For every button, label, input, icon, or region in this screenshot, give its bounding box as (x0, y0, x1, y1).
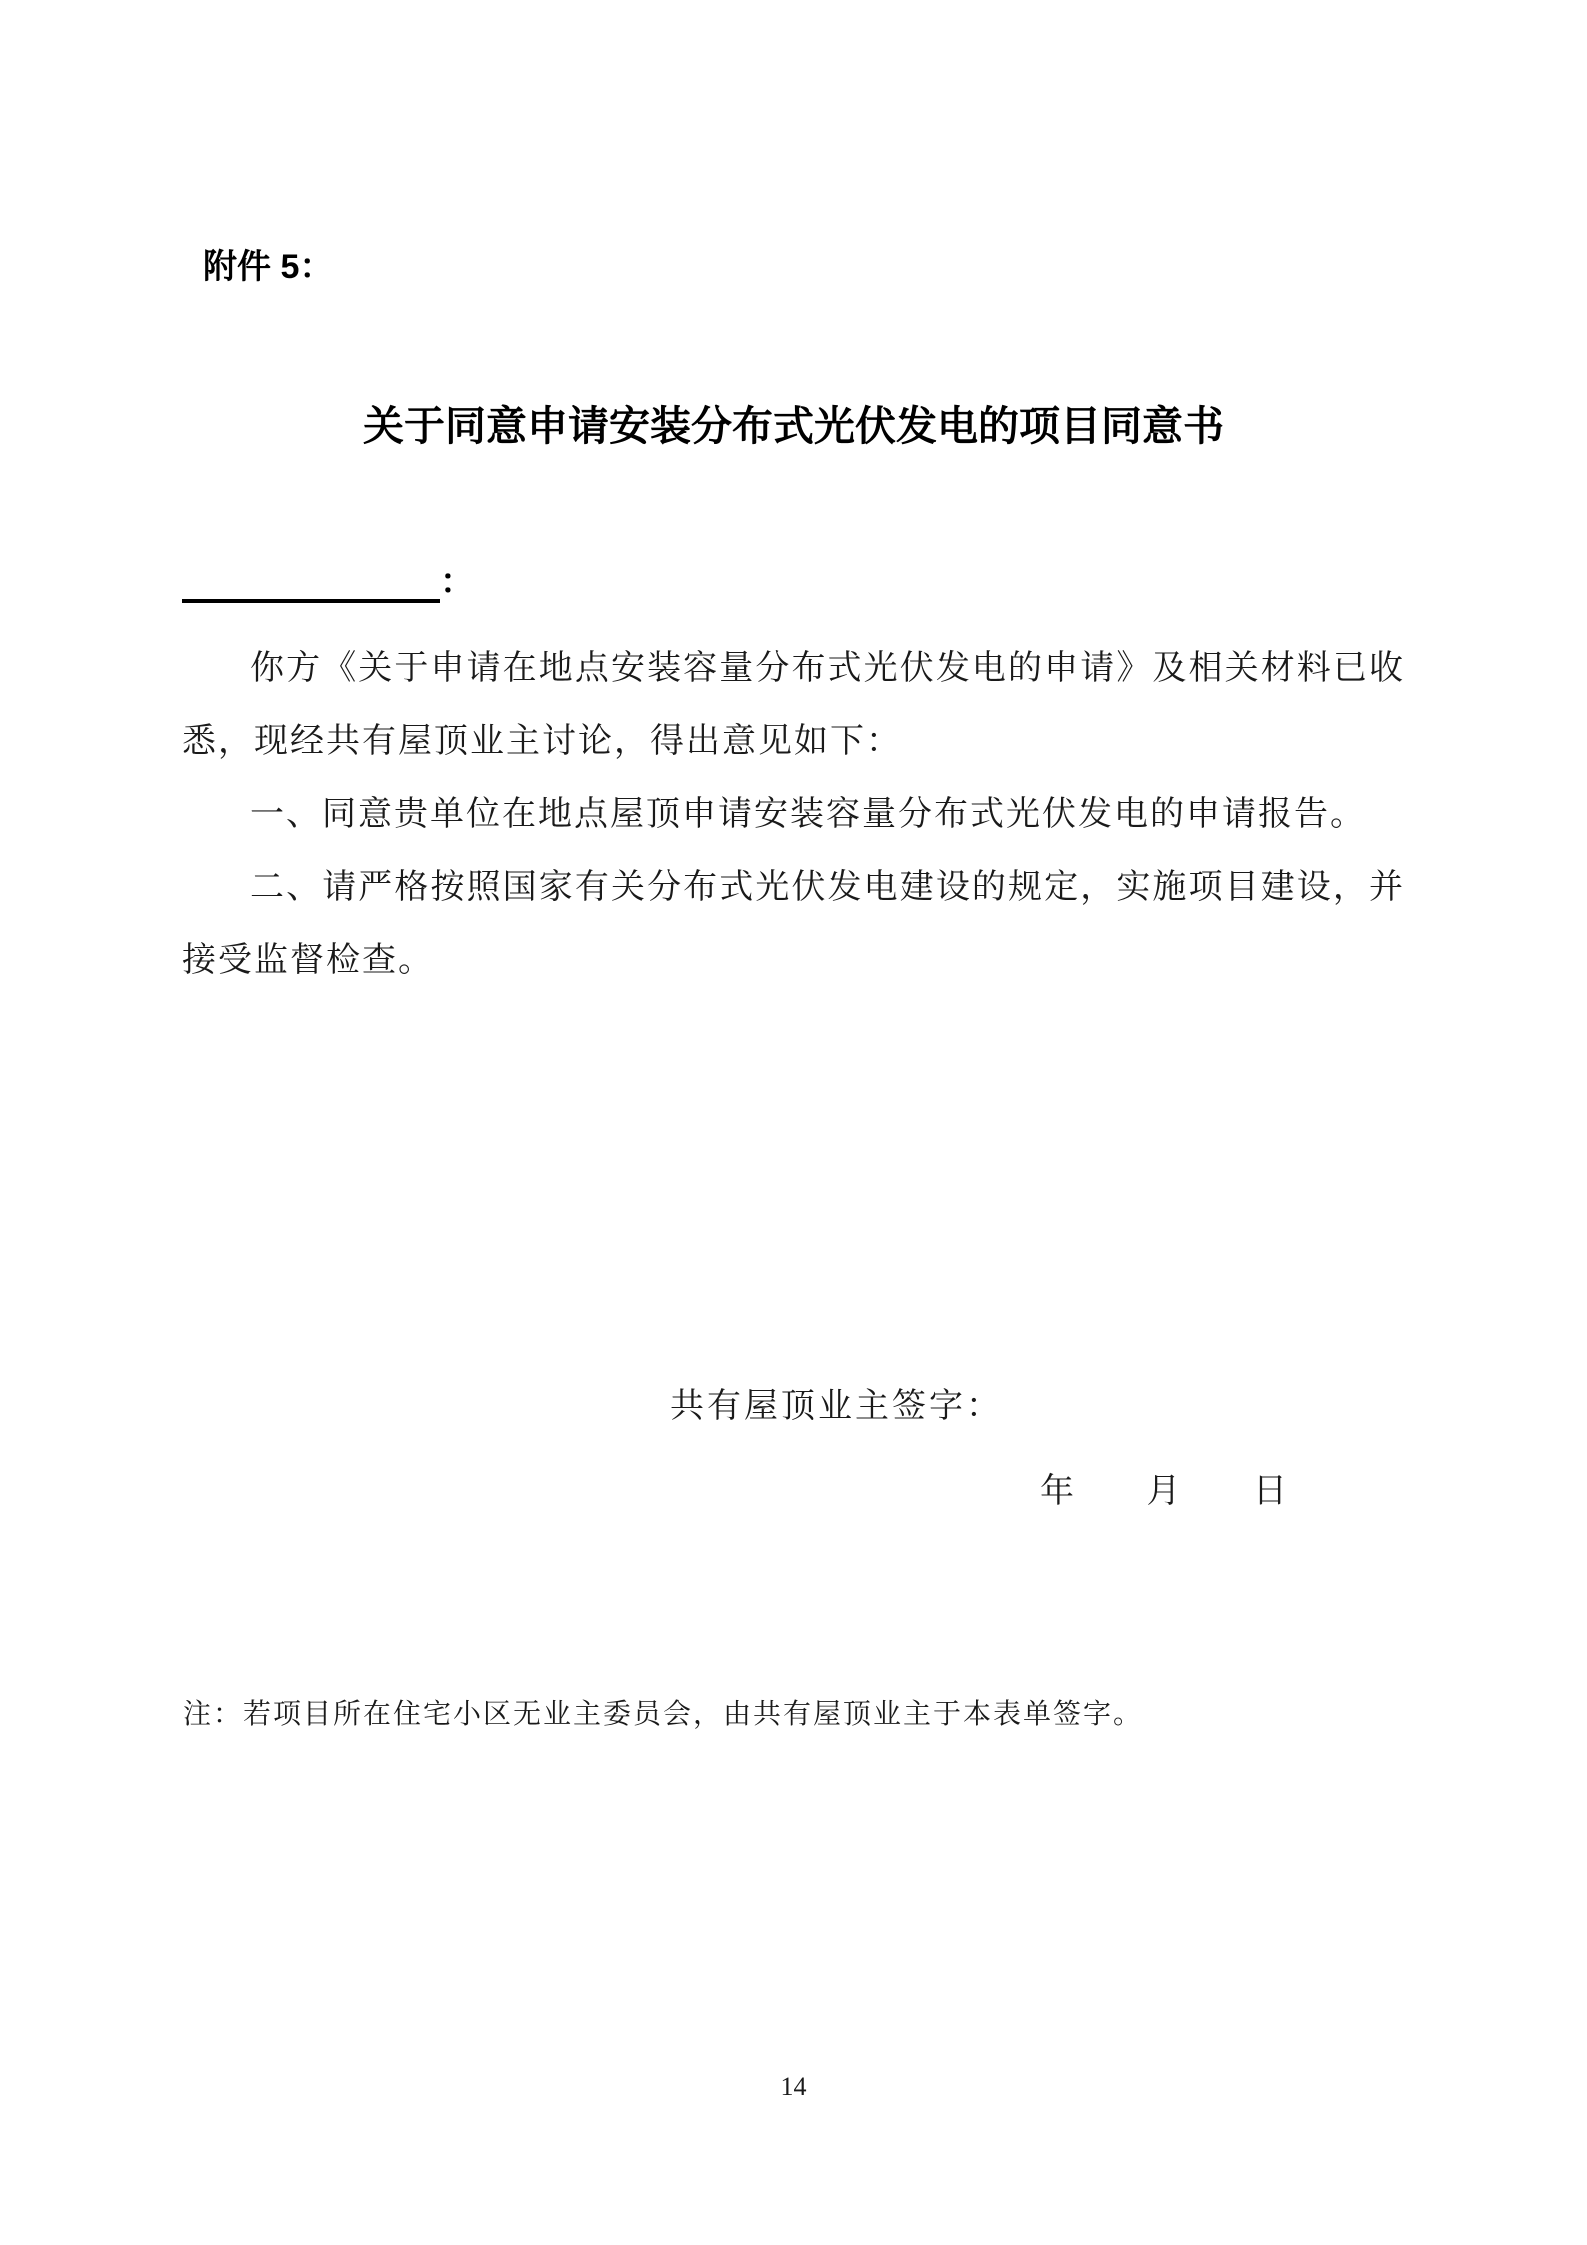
attachment-label: 附件 5： (203, 248, 334, 286)
date-month-label: 月 (1146, 1473, 1181, 1510)
addressee-line (182, 554, 1587, 606)
document-title: 关于同意申请安装分布式光伏发电的项目同意书 (363, 403, 1224, 449)
paragraph-item-2: 二、请严格按照国家有关分布式光伏发电建设的规定，实施项目建设，并接受监督检查。 (182, 869, 1405, 979)
paragraph-item-1: 一、同意贵单位在地点屋顶申请安装容量分布式光伏发电的申请报告。 (250, 796, 1366, 833)
addressee-colon: ： (440, 563, 474, 601)
date-day-label: 日 (1253, 1473, 1287, 1510)
signature-label: 共有屋顶业主签字： (670, 1388, 1003, 1425)
date-line (1040, 1463, 1287, 1512)
page-number: 14 (780, 2072, 807, 2101)
footnote: 注：若项目所在住宅小区无业主委员会，由共有屋顶业主于本表单签字。 (183, 1699, 1144, 1730)
date-year-label: 年 (1040, 1473, 1074, 1510)
addressee-blank-underline (182, 559, 440, 603)
paragraph-intro: 你方《关于申请在地点安装容量分布式光伏发电的申请》及相关材料已收悉，现经共有屋顶业主讨论，得出意见如下： (182, 650, 1405, 760)
